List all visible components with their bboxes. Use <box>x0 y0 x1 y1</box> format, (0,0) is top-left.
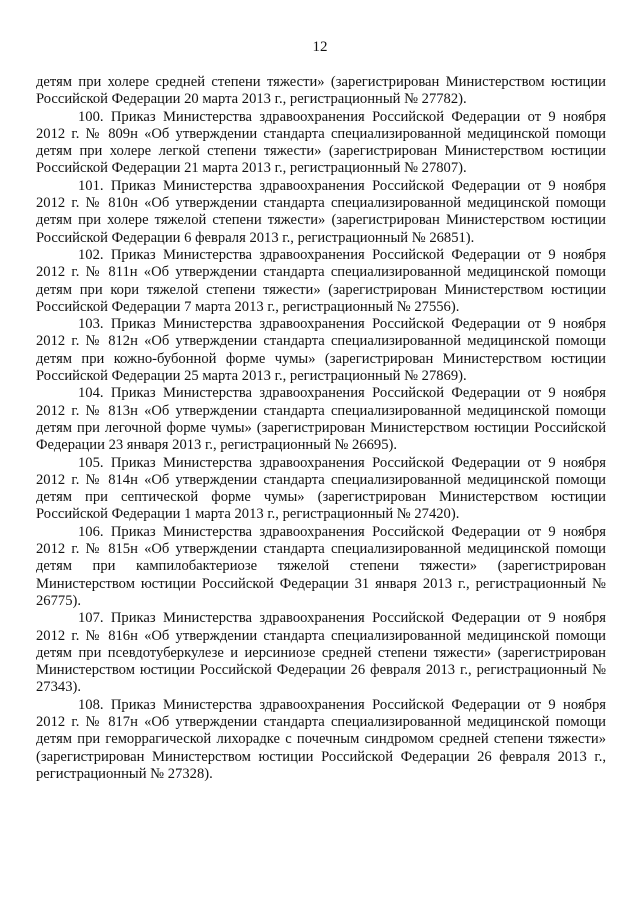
paragraph-item-107: 107. Приказ Министерства здравоохранения Российской Федерации от 9 ноября 2012 г. № 816н «Об утверждении стандарта специализированной медицинской помощи детям при псевдотуберкулезе и иерсиниозе средней степени тяжести» (зарегистрирован Министерством юстиции Российской Федерации 26 февраля 2013 г., регистрационный № 27343). <box>36 610 606 696</box>
paragraph-item-103: 103. Приказ Министерства здравоохранения Российской Федерации от 9 ноября 2012 г. № 812н «Об утверждении стандарта специализированной медицинской помощи детям при кожно-бубонной форме чумы» (зарегистрирован Министерством юстиции Российской Федерации 25 марта 2013 г., регистрационный № 27869). <box>36 316 606 385</box>
paragraph-item-104: 104. Приказ Министерства здравоохранения Российской Федерации от 9 ноября 2012 г. № 813н «Об утверждении стандарта специализированной медицинской помощи детям при легочной форме чумы» (зарегистрирован Министерством юстиции Российской Федерации 23 января 2013 г., регистрационный № 26695). <box>36 385 606 454</box>
paragraph-continuation: детям при холере средней степени тяжести» (зарегистрирован Министерством юстиции Российской Федерации 20 марта 2013 г., регистрационный № 27782). <box>36 74 606 108</box>
paragraph-item-106: 106. Приказ Министерства здравоохранения Российской Федерации от 9 ноября 2012 г. № 815н «Об утверждении стандарта специализированной медицинской помощи детям при кампилобактериозе тяжелой степени тяжести» (зарегистрирован Министерством юстиции Российской Федерации 31 января 2013 г., регистрационный № 26775). <box>36 523 606 609</box>
paragraph-item-108: 108. Приказ Министерства здравоохранения Российской Федерации от 9 ноября 2012 г. № 817н «Об утверждении стандарта специализированной медицинской помощи детям при геморрагической лихорадке с почечным синдромом средней степени тяжести» (зарегистрирован Министерством юстиции Российской Федерации 26 февраля 2013 г., регистрационный № 27328). <box>36 696 606 782</box>
paragraph-item-102: 102. Приказ Министерства здравоохранения Российской Федерации от 9 ноября 2012 г. № 811н «Об утверждении стандарта специализированной медицинской помощи детям при кори тяжелой степени тяжести» (зарегистрирован Министерством юстиции Российской Федерации 7 марта 2013 г., регистрационный № 27556). <box>36 246 606 315</box>
paragraph-item-105: 105. Приказ Министерства здравоохранения Российской Федерации от 9 ноября 2012 г. № 814н «Об утверждении стандарта специализированной медицинской помощи детям при септической форме чумы» (зарегистрирован Министерством юстиции Российской Федерации 1 марта 2013 г., регистрационный № 27420). <box>36 454 606 523</box>
paragraph-item-101: 101. Приказ Министерства здравоохранения Российской Федерации от 9 ноября 2012 г. № 810н «Об утверждении стандарта специализированной медицинской помощи детям при холере тяжелой степени тяжести» (зарегистрирован Министерством юстиции Российской Федерации 6 февраля 2013 г., регистрационный № 26851). <box>36 177 606 246</box>
page-number: 12 <box>312 39 328 55</box>
paragraph-item-100: 100. Приказ Министерства здравоохранения Российской Федерации от 9 ноября 2012 г. № 809н «Об утверждении стандарта специализированной медицинской помощи детям при холере легкой степени тяжести» (зарегистрирован Министерством юстиции Российской Федерации 21 марта 2013 г., регистрационный № 27807). <box>36 108 606 177</box>
document-body <box>36 74 606 783</box>
